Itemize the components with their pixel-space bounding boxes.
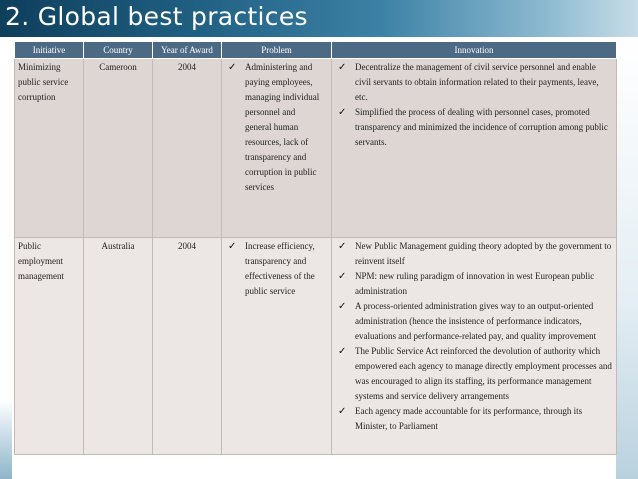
header-innovation: Innovation [332,42,617,59]
checkmark-icon: ✓ [338,346,347,357]
country-cell: Australia [84,238,153,455]
innovation-text: Decentralize the management of civil service personnel and enable civil servants to obtain information related to their payments, leave, etc. [355,62,599,102]
checkmark-icon: ✓ [338,241,347,252]
checkmark-icon: ✓ [228,241,237,252]
initiative-cell: Public employment management [15,238,84,455]
innovation-item [335,269,613,299]
header-initiative: Initiative [15,42,84,59]
innovation-list [335,60,613,150]
innovation-text: Each agency made accountable for its performance, through its Minister, to Parliament [355,406,583,431]
country-cell: Cameroon [84,59,153,238]
checkmark-icon: ✓ [338,107,347,118]
year-cell: 2004 [153,59,222,238]
year-cell: 2004 [153,238,222,455]
innovation-cell [332,59,617,238]
problem-cell [222,59,332,238]
innovation-text: The Public Service Act reinforced the devolution of authority which empowered each agency to manage directly employment processes and was encouraged to align its staffing, its performance management systems and service delivery arrangements [355,346,612,401]
title-bar [0,0,638,37]
problem-item [225,239,328,299]
innovation-text: New Public Management guiding theory adopted by the government to reinvent itself [355,241,612,266]
innovation-item [335,60,613,105]
initiative-cell: Minimizing public service corruption [15,59,84,238]
innovation-list [335,239,613,434]
innovation-text: Simplified the process of dealing with personnel cases, promoted transparency and minimized the incidence of corruption among public servants. [355,107,608,147]
header-problem: Problem [222,42,332,59]
innovation-item [335,239,613,269]
innovation-item [335,105,613,150]
problem-text: Administering and paying employees, managing individual personnel and general human resources, lack of transparency and corruption in public services [245,62,320,192]
table-row [15,59,617,238]
left-decoration [0,400,12,479]
slide-title: 2. Global best practices [5,2,308,31]
table-row [15,238,617,455]
header-year: Year of Award [153,42,222,59]
innovation-item [335,344,613,404]
checkmark-icon: ✓ [338,62,347,73]
problem-item [225,60,328,195]
best-practices-table [14,41,617,455]
problem-list [225,239,328,299]
checkmark-icon: ✓ [228,62,237,73]
table-header-row [15,42,617,59]
innovation-cell [332,238,617,455]
innovation-text: NPM: new ruling paradigm of innovation in west European public administration [355,271,595,296]
innovation-item [335,299,613,344]
checkmark-icon: ✓ [338,301,347,312]
right-decoration [616,37,638,479]
innovation-item [335,404,613,434]
innovation-text: A process-oriented administration gives way to an output-oriented administration (hence the insistence of performance indicators, evaluations and performance-related pay, and quality improvement [355,301,597,341]
checkmark-icon: ✓ [338,271,347,282]
checkmark-icon: ✓ [338,406,347,417]
problem-cell [222,238,332,455]
problem-list [225,60,328,195]
problem-text: Increase efficiency, transparency and effectiveness of the public service [245,241,315,296]
header-country: Country [84,42,153,59]
